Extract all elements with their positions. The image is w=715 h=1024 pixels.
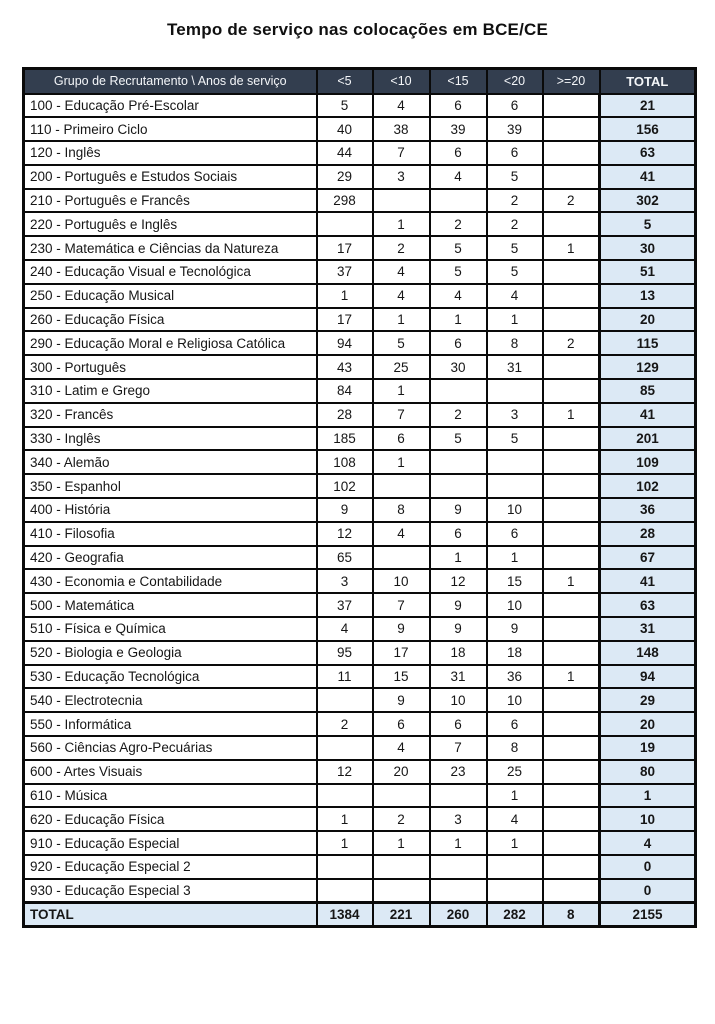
value-cell	[487, 379, 543, 403]
value-cell: 1	[543, 236, 600, 260]
value-cell: 17	[373, 641, 430, 665]
value-cell: 10	[487, 498, 543, 522]
value-cell	[543, 641, 600, 665]
value-cell: 44	[317, 141, 373, 165]
table-row	[24, 569, 696, 593]
row-label: 620 - Educação Física	[24, 807, 317, 831]
value-cell: 6	[487, 522, 543, 546]
row-total: 19	[600, 736, 696, 760]
row-label: 540 - Electrotecnia	[24, 688, 317, 712]
value-cell: 1	[543, 665, 600, 689]
value-cell: 20	[373, 760, 430, 784]
value-cell: 9	[430, 593, 487, 617]
value-cell	[543, 522, 600, 546]
value-cell: 4	[373, 736, 430, 760]
value-cell: 2	[487, 212, 543, 236]
value-cell	[317, 688, 373, 712]
value-cell: 10	[373, 569, 430, 593]
value-cell	[543, 427, 600, 451]
value-cell: 8	[487, 736, 543, 760]
footer-grand-total: 2155	[600, 903, 696, 927]
row-total: 1	[600, 784, 696, 808]
value-cell	[430, 784, 487, 808]
row-total: 20	[600, 712, 696, 736]
row-total: 302	[600, 189, 696, 213]
table-row	[24, 450, 696, 474]
value-cell: 7	[373, 403, 430, 427]
table-row	[24, 807, 696, 831]
value-cell	[543, 474, 600, 498]
value-cell: 7	[430, 736, 487, 760]
value-cell: 2	[373, 236, 430, 260]
value-cell: 5	[430, 260, 487, 284]
value-cell: 6	[430, 522, 487, 546]
value-cell: 17	[317, 308, 373, 332]
value-cell: 84	[317, 379, 373, 403]
value-cell: 1	[487, 784, 543, 808]
value-cell	[487, 855, 543, 879]
value-cell	[543, 807, 600, 831]
row-total: 29	[600, 688, 696, 712]
value-cell: 38	[373, 117, 430, 141]
value-cell	[430, 879, 487, 903]
row-label: 220 - Português e Inglês	[24, 212, 317, 236]
value-cell	[543, 260, 600, 284]
value-cell: 4	[373, 284, 430, 308]
value-cell: 95	[317, 641, 373, 665]
table-row	[24, 546, 696, 570]
value-cell: 12	[317, 760, 373, 784]
value-cell: 65	[317, 546, 373, 570]
value-cell: 43	[317, 355, 373, 379]
table-row	[24, 236, 696, 260]
value-cell: 6	[487, 712, 543, 736]
row-label: 300 - Português	[24, 355, 317, 379]
value-cell	[373, 784, 430, 808]
value-cell: 18	[430, 641, 487, 665]
row-total: 201	[600, 427, 696, 451]
value-cell: 5	[317, 94, 373, 118]
row-total: 63	[600, 593, 696, 617]
footer-label: TOTAL	[24, 903, 317, 927]
value-cell	[543, 498, 600, 522]
value-cell: 3	[373, 165, 430, 189]
row-label: 910 - Educação Especial	[24, 831, 317, 855]
row-total: 51	[600, 260, 696, 284]
value-cell: 1	[487, 546, 543, 570]
value-cell	[430, 855, 487, 879]
row-total: 80	[600, 760, 696, 784]
value-cell: 185	[317, 427, 373, 451]
value-cell: 5	[487, 165, 543, 189]
row-label: 210 - Português e Francês	[24, 189, 317, 213]
value-cell	[430, 474, 487, 498]
value-cell: 18	[487, 641, 543, 665]
value-cell	[373, 855, 430, 879]
column-header-<20: <20	[487, 69, 543, 94]
table-row	[24, 331, 696, 355]
value-cell: 6	[373, 427, 430, 451]
value-cell: 37	[317, 260, 373, 284]
table-row	[24, 427, 696, 451]
row-label: 240 - Educação Visual e Tecnológica	[24, 260, 317, 284]
value-cell: 15	[487, 569, 543, 593]
value-cell	[543, 379, 600, 403]
table-body	[24, 94, 696, 903]
value-cell: 1	[487, 308, 543, 332]
value-cell: 10	[487, 688, 543, 712]
value-cell	[543, 308, 600, 332]
row-label: 530 - Educação Tecnológica	[24, 665, 317, 689]
value-cell	[373, 546, 430, 570]
row-total: 13	[600, 284, 696, 308]
value-cell: 12	[317, 522, 373, 546]
value-cell: 25	[373, 355, 430, 379]
table-row	[24, 522, 696, 546]
table-row	[24, 379, 696, 403]
row-label: 320 - Francês	[24, 403, 317, 427]
row-total: 102	[600, 474, 696, 498]
row-label: 520 - Biologia e Geologia	[24, 641, 317, 665]
value-cell	[543, 831, 600, 855]
row-total: 148	[600, 641, 696, 665]
row-total: 41	[600, 569, 696, 593]
value-cell: 4	[373, 522, 430, 546]
value-cell: 9	[317, 498, 373, 522]
row-total: 67	[600, 546, 696, 570]
value-cell: 11	[317, 665, 373, 689]
row-total: 20	[600, 308, 696, 332]
value-cell: 23	[430, 760, 487, 784]
table-row	[24, 117, 696, 141]
table-row	[24, 760, 696, 784]
value-cell: 9	[430, 617, 487, 641]
value-cell	[430, 379, 487, 403]
row-total: 109	[600, 450, 696, 474]
value-cell: 1	[317, 831, 373, 855]
value-cell: 94	[317, 331, 373, 355]
row-label: 410 - Filosofia	[24, 522, 317, 546]
row-total: 85	[600, 379, 696, 403]
row-total: 41	[600, 403, 696, 427]
row-label: 290 - Educação Moral e Religiosa Católica	[24, 331, 317, 355]
value-cell	[543, 355, 600, 379]
value-cell: 1	[373, 212, 430, 236]
row-label: 920 - Educação Especial 2	[24, 855, 317, 879]
value-cell	[317, 736, 373, 760]
row-total: 115	[600, 331, 696, 355]
table-row	[24, 855, 696, 879]
value-cell	[543, 117, 600, 141]
row-total: 156	[600, 117, 696, 141]
footer-value-cell: 221	[373, 903, 430, 927]
table-row	[24, 212, 696, 236]
value-cell: 4	[373, 94, 430, 118]
value-cell	[317, 855, 373, 879]
value-cell	[487, 879, 543, 903]
column-header-<15: <15	[430, 69, 487, 94]
value-cell: 102	[317, 474, 373, 498]
value-cell: 37	[317, 593, 373, 617]
value-cell: 1	[487, 831, 543, 855]
row-label: 400 - História	[24, 498, 317, 522]
value-cell: 29	[317, 165, 373, 189]
value-cell: 1	[430, 308, 487, 332]
row-label: 600 - Artes Visuais	[24, 760, 317, 784]
value-cell: 2	[543, 189, 600, 213]
column-header-group: Grupo de Recrutamento \ Anos de serviço	[24, 69, 317, 94]
value-cell	[373, 879, 430, 903]
value-cell: 6	[487, 94, 543, 118]
value-cell	[543, 855, 600, 879]
value-cell: 6	[430, 94, 487, 118]
row-label: 120 - Inglês	[24, 141, 317, 165]
value-cell	[543, 617, 600, 641]
table-row	[24, 879, 696, 903]
value-cell: 5	[373, 331, 430, 355]
value-cell: 5	[487, 260, 543, 284]
table-row	[24, 665, 696, 689]
value-cell	[543, 736, 600, 760]
table-row	[24, 355, 696, 379]
row-label: 310 - Latim e Grego	[24, 379, 317, 403]
table-row	[24, 617, 696, 641]
value-cell: 6	[430, 141, 487, 165]
row-total: 21	[600, 94, 696, 118]
value-cell: 10	[487, 593, 543, 617]
row-total: 94	[600, 665, 696, 689]
value-cell: 1	[373, 450, 430, 474]
table-row	[24, 474, 696, 498]
value-cell	[543, 760, 600, 784]
footer-value-cell: 260	[430, 903, 487, 927]
value-cell: 5	[430, 427, 487, 451]
value-cell: 28	[317, 403, 373, 427]
value-cell: 3	[487, 403, 543, 427]
value-cell: 9	[430, 498, 487, 522]
table-row	[24, 593, 696, 617]
column-header->=20: >=20	[543, 69, 600, 94]
row-total: 0	[600, 879, 696, 903]
value-cell: 1	[373, 379, 430, 403]
value-cell: 2	[430, 212, 487, 236]
row-label: 200 - Português e Estudos Sociais	[24, 165, 317, 189]
value-cell	[543, 879, 600, 903]
value-cell	[487, 450, 543, 474]
footer-value-cell: 8	[543, 903, 600, 927]
value-cell: 108	[317, 450, 373, 474]
value-cell: 9	[487, 617, 543, 641]
row-label: 930 - Educação Especial 3	[24, 879, 317, 903]
value-cell	[543, 165, 600, 189]
table-row	[24, 831, 696, 855]
value-cell: 30	[430, 355, 487, 379]
value-cell	[373, 474, 430, 498]
value-cell: 4	[487, 284, 543, 308]
value-cell	[373, 189, 430, 213]
service-time-table	[22, 67, 697, 928]
value-cell: 4	[317, 617, 373, 641]
value-cell: 39	[430, 117, 487, 141]
value-cell: 5	[487, 427, 543, 451]
table-row	[24, 784, 696, 808]
value-cell	[543, 212, 600, 236]
row-total: 0	[600, 855, 696, 879]
row-label: 560 - Ciências Agro-Pecuárias	[24, 736, 317, 760]
value-cell: 31	[430, 665, 487, 689]
value-cell: 9	[373, 688, 430, 712]
row-total: 31	[600, 617, 696, 641]
row-total: 5	[600, 212, 696, 236]
table-row	[24, 498, 696, 522]
row-label: 250 - Educação Musical	[24, 284, 317, 308]
footer-total-row	[24, 903, 696, 927]
row-total: 30	[600, 236, 696, 260]
value-cell	[317, 212, 373, 236]
table-row	[24, 403, 696, 427]
value-cell: 15	[373, 665, 430, 689]
row-label: 340 - Alemão	[24, 450, 317, 474]
table-row	[24, 736, 696, 760]
row-label: 610 - Música	[24, 784, 317, 808]
table-row	[24, 165, 696, 189]
value-cell	[543, 450, 600, 474]
value-cell: 10	[430, 688, 487, 712]
table-row	[24, 260, 696, 284]
value-cell: 1	[373, 831, 430, 855]
table-row	[24, 141, 696, 165]
row-total: 28	[600, 522, 696, 546]
value-cell: 4	[430, 165, 487, 189]
value-cell: 39	[487, 117, 543, 141]
value-cell: 12	[430, 569, 487, 593]
value-cell: 2	[317, 712, 373, 736]
value-cell: 1	[543, 569, 600, 593]
header-row	[24, 69, 696, 94]
value-cell: 36	[487, 665, 543, 689]
table-row	[24, 712, 696, 736]
value-cell	[543, 284, 600, 308]
value-cell: 6	[373, 712, 430, 736]
table-row	[24, 308, 696, 332]
row-label: 260 - Educação Física	[24, 308, 317, 332]
row-label: 550 - Informática	[24, 712, 317, 736]
column-header-<5: <5	[317, 69, 373, 94]
value-cell: 7	[373, 141, 430, 165]
value-cell: 298	[317, 189, 373, 213]
page-title: Tempo de serviço nas colocações em BCE/CE	[166, 20, 549, 39]
value-cell: 31	[487, 355, 543, 379]
table-row	[24, 688, 696, 712]
value-cell	[543, 712, 600, 736]
value-cell: 1	[317, 807, 373, 831]
footer-value-cell: 1384	[317, 903, 373, 927]
footer-value-cell: 282	[487, 903, 543, 927]
row-total: 41	[600, 165, 696, 189]
row-label: 430 - Economia e Contabilidade	[24, 569, 317, 593]
value-cell: 25	[487, 760, 543, 784]
value-cell: 6	[430, 331, 487, 355]
row-label: 510 - Física e Química	[24, 617, 317, 641]
value-cell: 5	[430, 236, 487, 260]
value-cell: 17	[317, 236, 373, 260]
value-cell	[317, 879, 373, 903]
table-row	[24, 641, 696, 665]
value-cell	[317, 784, 373, 808]
value-cell: 7	[373, 593, 430, 617]
row-total: 129	[600, 355, 696, 379]
value-cell: 8	[487, 331, 543, 355]
value-cell: 2	[373, 807, 430, 831]
value-cell: 6	[430, 712, 487, 736]
row-label: 110 - Primeiro Ciclo	[24, 117, 317, 141]
value-cell: 1	[543, 403, 600, 427]
table-row	[24, 284, 696, 308]
row-label: 100 - Educação Pré-Escolar	[24, 94, 317, 118]
value-cell: 2	[543, 331, 600, 355]
value-cell: 8	[373, 498, 430, 522]
value-cell	[543, 688, 600, 712]
column-header-total: TOTAL	[600, 69, 696, 94]
value-cell: 9	[373, 617, 430, 641]
value-cell	[543, 593, 600, 617]
value-cell: 1	[373, 308, 430, 332]
value-cell: 3	[430, 807, 487, 831]
value-cell	[430, 450, 487, 474]
row-total: 36	[600, 498, 696, 522]
table-row	[24, 94, 696, 118]
value-cell	[430, 189, 487, 213]
table-footer	[24, 903, 696, 927]
value-cell: 3	[317, 569, 373, 593]
value-cell	[543, 94, 600, 118]
value-cell: 4	[487, 807, 543, 831]
value-cell: 5	[487, 236, 543, 260]
value-cell: 1	[430, 831, 487, 855]
value-cell: 1	[430, 546, 487, 570]
value-cell	[487, 474, 543, 498]
table-header	[24, 69, 696, 94]
value-cell: 1	[317, 284, 373, 308]
value-cell	[543, 141, 600, 165]
value-cell: 2	[430, 403, 487, 427]
table-row	[24, 189, 696, 213]
row-label: 230 - Matemática e Ciências da Natureza	[24, 236, 317, 260]
row-label: 350 - Espanhol	[24, 474, 317, 498]
value-cell: 4	[373, 260, 430, 284]
value-cell: 2	[487, 189, 543, 213]
row-total: 10	[600, 807, 696, 831]
row-total: 63	[600, 141, 696, 165]
column-header-<10: <10	[373, 69, 430, 94]
row-label: 330 - Inglês	[24, 427, 317, 451]
value-cell: 4	[430, 284, 487, 308]
value-cell	[543, 546, 600, 570]
value-cell: 6	[487, 141, 543, 165]
row-label: 420 - Geografia	[24, 546, 317, 570]
value-cell	[543, 784, 600, 808]
value-cell: 40	[317, 117, 373, 141]
row-total: 4	[600, 831, 696, 855]
row-label: 500 - Matemática	[24, 593, 317, 617]
